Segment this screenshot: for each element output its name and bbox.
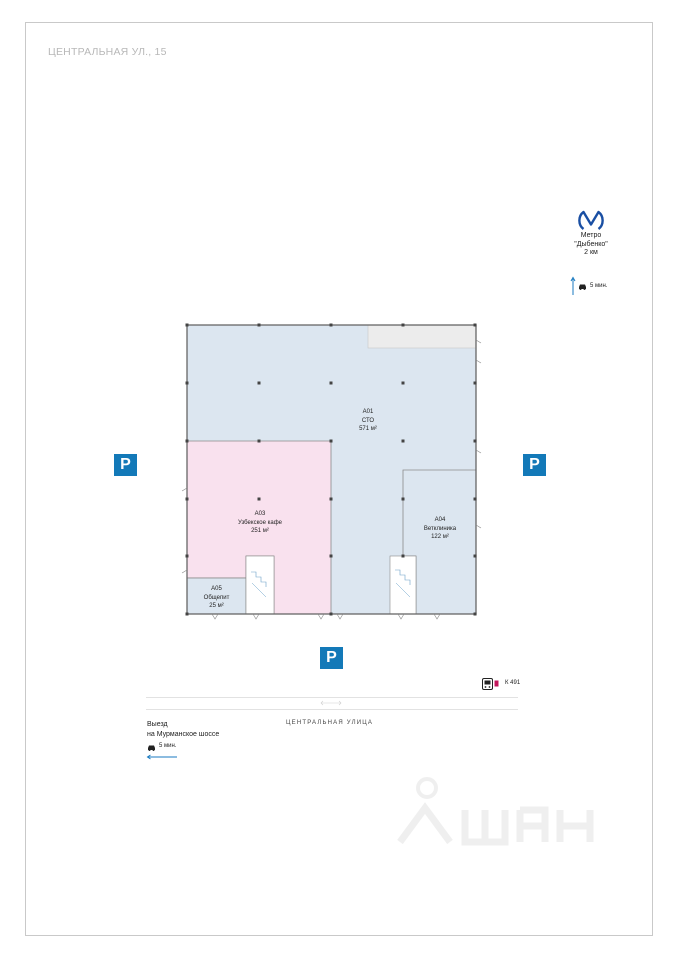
staircase-right <box>390 556 416 614</box>
road-edge-top <box>146 697 518 698</box>
exit-title: Выезд <box>147 721 168 728</box>
room-a05-id: A05 <box>211 586 222 592</box>
room-a05-label <box>189 585 244 611</box>
room-a04-id: A04 <box>434 517 446 523</box>
exit-drive-time: 5 мин. <box>159 743 177 749</box>
car-icon <box>147 744 156 751</box>
metro-station: "Дыбенко" <box>574 240 608 248</box>
exit-info <box>147 720 219 739</box>
staircase-left <box>246 556 274 614</box>
service-zone <box>368 325 476 348</box>
room-a05-name: Общепит <box>203 594 230 601</box>
road-edge-bottom <box>146 709 518 710</box>
room-a03-name: Узбекское кафе <box>238 519 282 526</box>
street-name: ЦЕНТРАЛЬНАЯ УЛИЦА <box>286 720 374 726</box>
parking-south-icon: P <box>320 647 343 669</box>
room-a01-area: 571 м² <box>359 426 377 432</box>
metro-drive-time: 5 мин. <box>590 283 608 289</box>
room-a05-area: 25 м² <box>209 603 224 609</box>
bus-route-number: К 491 <box>505 680 521 686</box>
address-title: ЦЕНТРАЛЬНАЯ УЛ., 15 <box>48 46 167 58</box>
exit-destination: на Мурманское шоссе <box>147 730 220 738</box>
metro-label: Метро <box>580 232 602 239</box>
cian-watermark-icon <box>395 770 605 860</box>
room-a03-label <box>222 510 298 536</box>
exit-route-arrow-icon <box>146 754 178 760</box>
room-a03-id: A03 <box>254 511 266 517</box>
parking-west-icon: P <box>114 454 137 476</box>
room-a04-name: Ветклиника <box>423 525 457 532</box>
metro-distance: 2 км <box>584 249 598 256</box>
room-a01-name: СТО <box>361 417 375 424</box>
room-a03-area: 251 м² <box>251 528 269 534</box>
room-a01-id: A01 <box>362 409 374 415</box>
road-arrow <box>321 701 341 705</box>
parking-east-icon: P <box>523 454 546 476</box>
room-a01-label <box>340 408 396 434</box>
room-a04-area: 122 м² <box>431 534 449 540</box>
room-a04-label <box>412 516 468 542</box>
